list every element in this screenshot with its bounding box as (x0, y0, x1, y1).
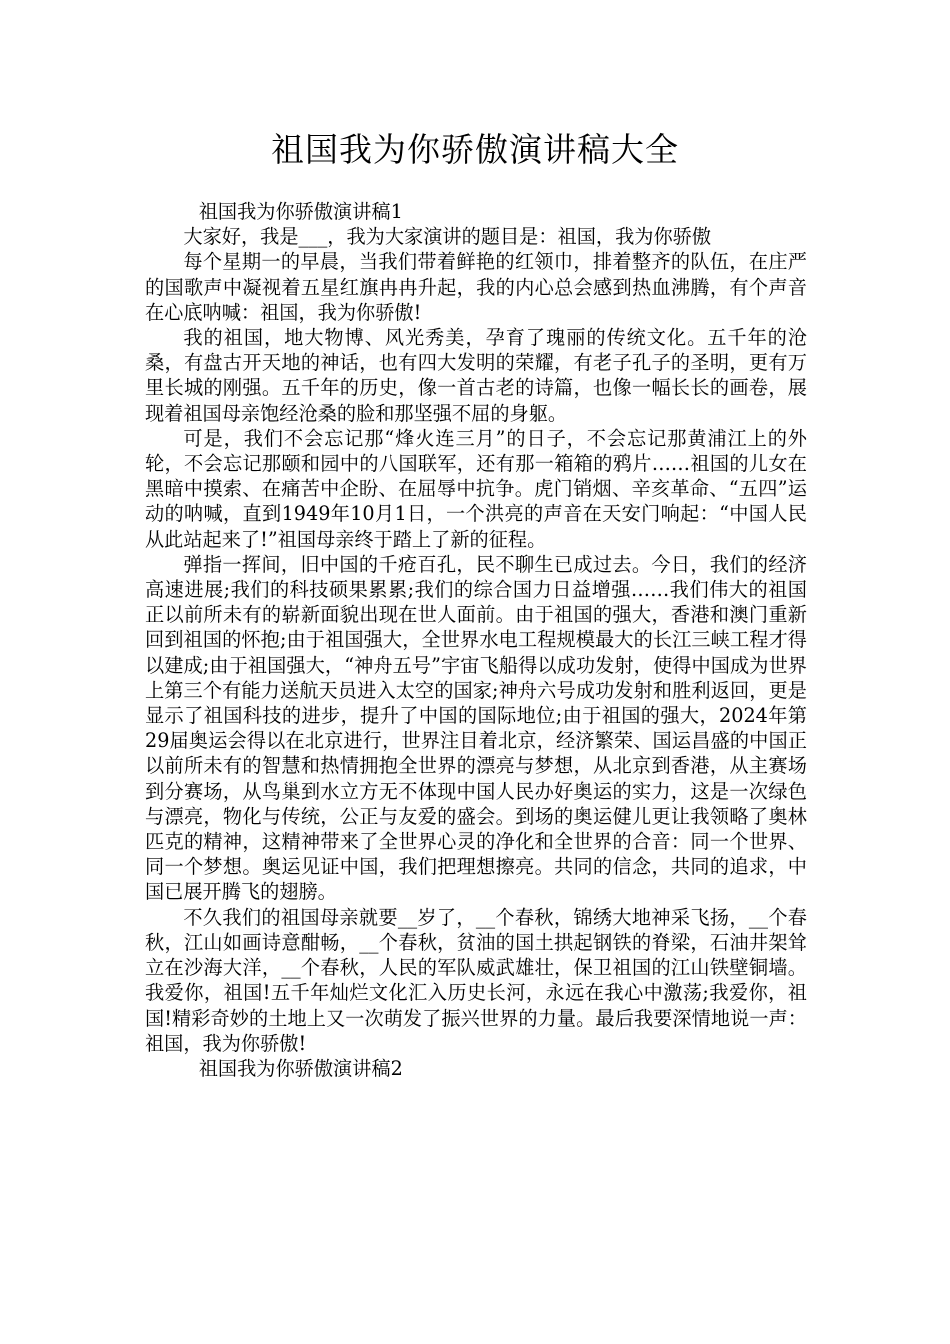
paragraph-motherland-culture: 我的祖国，地大物博、风光秀美，孕育了瑰丽的传统文化。五千年的沧桑，有盘古开天地的神话，也有四大发明的荣耀，有老子孔子的圣明，更有万里长城的刚强。五千年的历史，像一首古老的诗篇，也像一幅长长的画卷，展现着祖国母亲饱经沧桑的脸和那坚强不屈的身躯。 (145, 326, 807, 425)
paragraph-development: 弹指一挥间，旧中国的千疮百孔，民不聊生已成过去。今日，我们的经济高速进展;我们的科技硕果累累;我们的综合国力日益增强……我们伟大的祖国正以前所未有的崭新面貌出现在世人面前。由于祖国的强大，香港和澳门重新回到祖国的怀抱;由于祖国强大，全世界水电工程规模最大的长江三峡工程才得以建成;由于祖国强大，“神舟五号”宇宙飞船得以成功发射，使得中国成为世界上第三个有能力送航天员进入太空的国家;神舟六号成功发射和胜利返回，更是显示了祖国科技的进步，提升了中国的国际地位;由于祖国的强大，2024年第29届奥运会得以在北京进行，世界注目着北京，经济繁荣、国运昌盛的中国正以前所未有的智慧和热情拥抱全世界的漂亮与梦想，从北京到香港，从主赛场到分赛场，从鸟巢到水立方无不体现中国人民办好奥运的实力，这是一次绿色与漂亮，物化与传统，公正与友爱的盛会。到场的奥运健儿更让我领略了奥林匹克的精神，这精神带来了全世界心灵的净化和全世界的合音：同一个世界、同一个梦想。奥运见证中国，我们把理想擦亮。共同的信念，共同的追求，中国已展开腾飞的翅膀。 (145, 552, 807, 904)
paragraph-love-motherland: 不久我们的祖国母亲就要__岁了，__个春秋，锦绣大地神采飞扬，__个春秋，江山如画诗意酣畅，__个春秋，贫油的国土拱起钢铁的脊梁，石油井架耸立在沙海大洋，__个春秋，人民的军队威武雄壮，保卫祖国的江山铁壁铜墙。我爱你，祖国!五千年灿烂文化汇入历史长河，永远在我心中激荡;我爱你，祖国!精彩奇妙的土地上又一次萌发了振兴世界的力量。最后我要深情地说一声：祖国，我为你骄傲! (145, 905, 807, 1055)
section-heading-1: 祖国我为你骄傲演讲稿1 (198, 200, 403, 223)
paragraph-monday-flag: 每个星期一的早晨，当我们带着鲜艳的红领巾，排着整齐的队伍，在庄严的国歌声中凝视着五星红旗冉冉升起，我的内心总会感到热血沸腾，有个声音在心底呐喊：祖国，我为你骄傲! (145, 250, 807, 324)
paragraph-greeting: 大家好，我是___，我为大家演讲的题目是：祖国，我为你骄傲 (183, 225, 712, 249)
document-body (145, 199, 807, 1081)
document-title: 祖国我为你骄傲演讲稿大全 (271, 130, 679, 169)
paragraph-history: 可是，我们不会忘记那“烽火连三月”的日子，不会忘记那黄浦江上的外轮，不会忘记那颐和园中的八国联军，还有那一箱箱的鸦片……祖国的儿女在黑暗中摸索、在痛苦中企盼、在屈辱中抗争。虎门销烟、辛亥革命、“五四”运动的呐喊，直到1949年10月1日，一个洪亮的声音在天安门响起：“中国人民从此站起来了!”祖国母亲终于踏上了新的征程。 (145, 426, 807, 551)
section-heading-2: 祖国我为你骄傲演讲稿2 (198, 1056, 403, 1080)
